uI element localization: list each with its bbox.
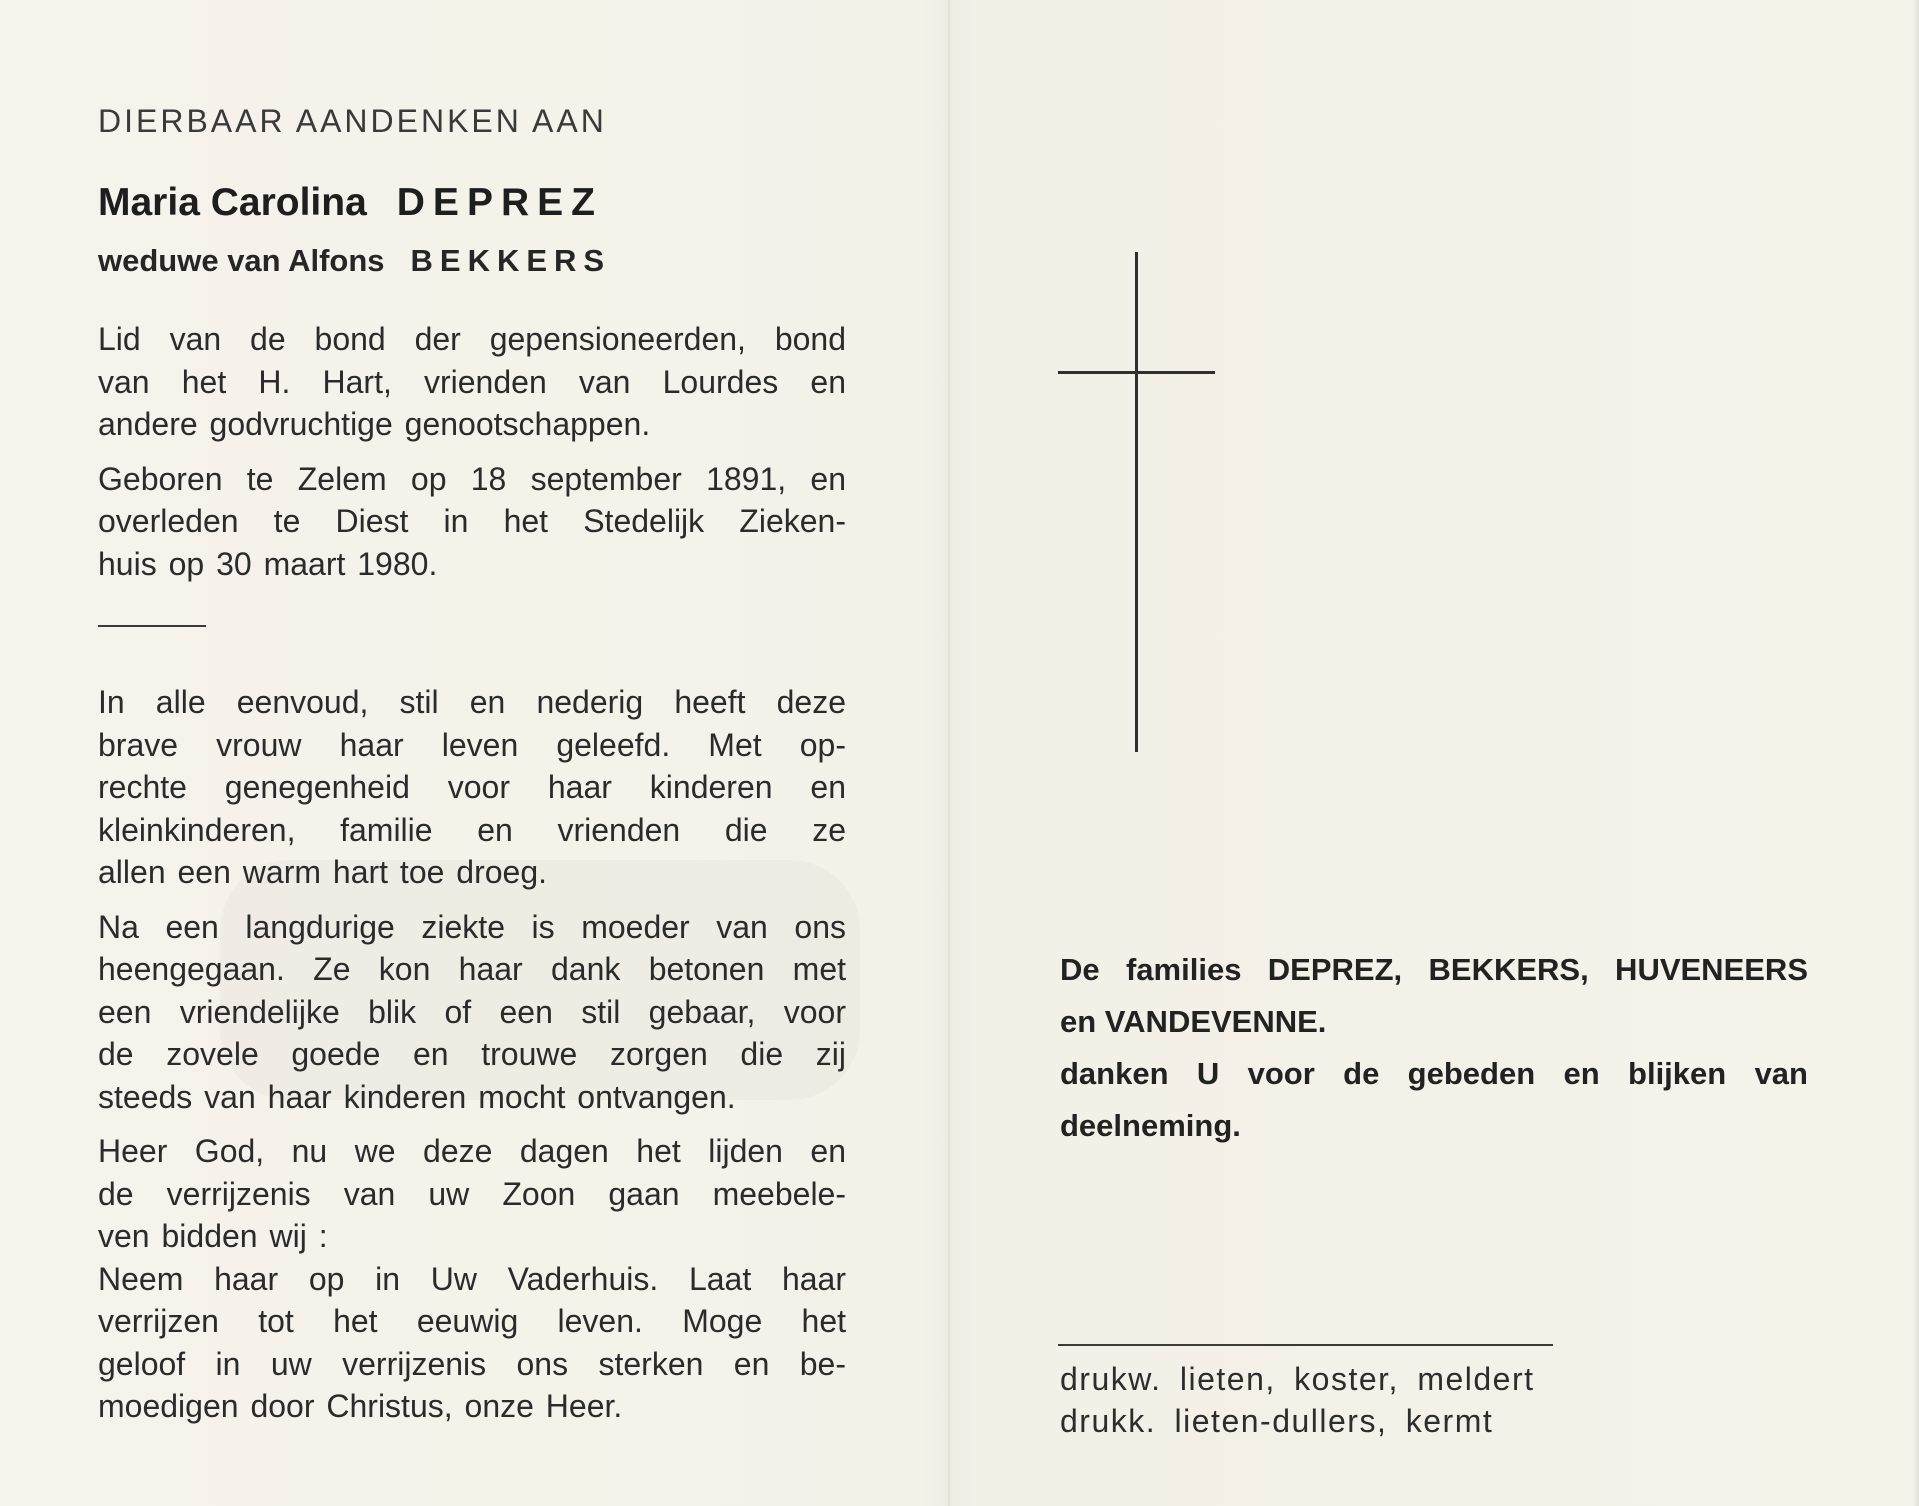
birth-death-paragraph bbox=[98, 458, 846, 586]
paragraph-line: de zovele goede en trouwe zorgen die zij bbox=[98, 1036, 846, 1072]
left-panel bbox=[98, 100, 846, 1428]
printer-line: drukw. lieten, koster, meldert bbox=[1060, 1361, 1535, 1397]
deceased-first-names: Maria Carolina bbox=[98, 181, 367, 224]
card-edge-shadow bbox=[1913, 0, 1919, 1506]
paragraph-line: heengegaan. Ze kon haar dank betonen met bbox=[98, 951, 846, 987]
paragraph-line: Heer God, nu we deze dagen het lijden en bbox=[98, 1133, 846, 1169]
family-thanks bbox=[1060, 944, 1808, 1152]
paragraph-line: Neem haar op in Uw Vaderhuis. Laat haar bbox=[98, 1260, 846, 1297]
paragraph-line: steeds van haar kinderen mocht ontvangen. bbox=[98, 1078, 736, 1115]
membership-paragraph bbox=[98, 318, 846, 446]
illness-paragraph bbox=[98, 906, 846, 1119]
cross-horizontal-bar bbox=[1058, 371, 1215, 374]
cross-vertical-bar bbox=[1135, 252, 1138, 752]
paragraph-line: andere godvruchtige genootschappen. bbox=[98, 406, 651, 442]
thanks-paragraph bbox=[1060, 944, 1808, 1152]
memorial-heading: DIERBAAR AANDENKEN AAN bbox=[98, 103, 607, 139]
paragraph-line: geloof in uw verrijzenis ons sterken en be- bbox=[98, 1345, 846, 1382]
paragraph-line: van het H. Hart, vrienden van Lourdes en bbox=[98, 363, 846, 400]
card-fold bbox=[948, 0, 950, 1506]
paragraph-line: verrijzen tot het eeuwig leven. Moge het bbox=[98, 1303, 846, 1339]
paragraph-line: de verrijzenis van uw Zoon gaan meebele- bbox=[98, 1175, 846, 1212]
paragraph-line: Lid van de bond der gepensioneerden, bond bbox=[98, 321, 846, 357]
paragraph-line: In alle eenvoud, stil en nederig heeft deze bbox=[98, 684, 846, 720]
thanks-line: deelneming. bbox=[1060, 1108, 1241, 1143]
tribute-paragraph bbox=[98, 681, 846, 894]
deceased-name bbox=[98, 178, 846, 228]
thanks-line: De families DEPREZ, BEKKERS, HUVENEERS bbox=[1060, 952, 1808, 987]
paragraph-line: Na een langdurige ziekte is moeder van ons bbox=[98, 908, 846, 945]
printer-divider bbox=[1058, 1344, 1553, 1346]
section-divider bbox=[98, 625, 206, 627]
paragraph-line: overleden te Diest in het Stedelijk Zieken- bbox=[98, 503, 846, 539]
husband-surname: BEKKERS bbox=[410, 243, 612, 278]
thanks-line: en VANDEVENNE. bbox=[1060, 1004, 1327, 1039]
paragraph-line: moedigen door Christus, onze Heer. bbox=[98, 1388, 623, 1424]
thanks-line: danken U voor de gebeden en blijken van bbox=[1060, 1056, 1808, 1091]
prayer-paragraph bbox=[98, 1130, 846, 1428]
paragraph-line: rechte genegenheid voor haar kinderen en bbox=[98, 769, 846, 805]
printer-credits bbox=[1060, 1358, 1535, 1442]
paragraph-line: allen een warm hart toe droeg. bbox=[98, 854, 548, 890]
deceased-surname: DEPREZ bbox=[396, 181, 603, 224]
widow-line bbox=[98, 240, 846, 282]
paragraph-line: brave vrouw haar leven geleefd. Met op- bbox=[98, 726, 846, 763]
paragraph-line: huis op 30 maart 1980. bbox=[98, 545, 438, 582]
paragraph-line: kleinkinderen, familie en vrienden die ze bbox=[98, 811, 846, 848]
paragraph-line: ven bidden wij : bbox=[98, 1218, 328, 1254]
paragraph-line: een vriendelijke blik of een stil gebaar, voor bbox=[98, 993, 846, 1030]
printer-line: drukk. lieten-dullers, kermt bbox=[1060, 1403, 1494, 1439]
widow-prefix: weduwe van Alfons bbox=[98, 243, 385, 278]
paragraph-line: Geboren te Zelem op 18 september 1891, en bbox=[98, 460, 846, 497]
